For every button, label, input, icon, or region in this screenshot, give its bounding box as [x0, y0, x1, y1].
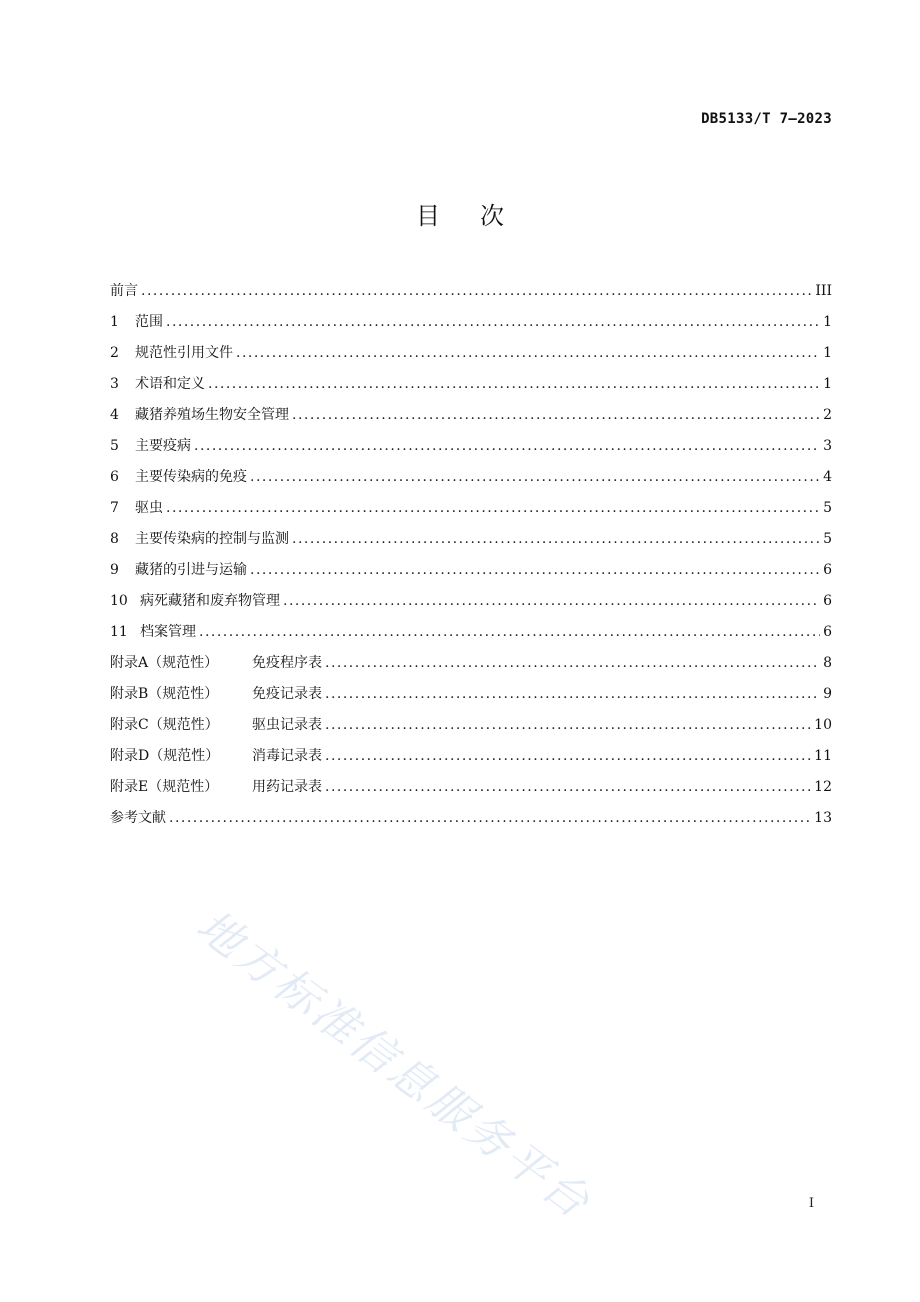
toc-entry-number: 8	[110, 531, 119, 547]
toc-leader-dots	[325, 648, 820, 679]
toc-leader-dots	[325, 679, 820, 710]
toc-entry-page: 5	[823, 500, 832, 516]
toc-leader-dots	[208, 369, 820, 400]
table-of-contents	[110, 276, 832, 834]
toc-entry-page: 10	[814, 717, 832, 733]
toc-entry-label: 主要传染病的控制与监测	[135, 531, 289, 547]
toc-entry-annex-d[interactable]	[110, 741, 832, 772]
toc-entry-number: 附录E（规范性）	[110, 779, 219, 795]
toc-entry-number: 6	[110, 469, 119, 485]
toc-entry-label: 档案管理	[140, 624, 196, 640]
toc-entry-2[interactable]	[110, 338, 832, 369]
toc-entry-number: 2	[110, 345, 119, 361]
toc-entry-page: 6	[823, 624, 832, 640]
toc-entry-4[interactable]	[110, 400, 832, 431]
toc-entry-11[interactable]	[110, 617, 832, 648]
page-number: I	[808, 1196, 814, 1211]
toc-entry-annex-e[interactable]	[110, 772, 832, 803]
toc-entry-page: 4	[823, 469, 832, 485]
toc-entry-page: 8	[823, 655, 832, 671]
toc-leader-dots	[166, 307, 820, 338]
toc-entry-label: 规范性引用文件	[135, 345, 233, 361]
toc-entry-3[interactable]	[110, 369, 832, 400]
toc-leader-dots	[236, 338, 820, 369]
toc-entry-6[interactable]	[110, 462, 832, 493]
toc-entry-page: 12	[814, 779, 832, 795]
toc-entry-label: 用药记录表	[252, 779, 322, 795]
toc-entry-10[interactable]	[110, 586, 832, 617]
toc-entry-label: 驱虫	[135, 500, 163, 516]
toc-entry-7[interactable]	[110, 493, 832, 524]
toc-entry-8[interactable]	[110, 524, 832, 555]
toc-entry-label: 术语和定义	[135, 376, 205, 392]
toc-entry-page: 3	[823, 438, 832, 454]
toc-leader-dots	[292, 400, 820, 431]
toc-entry-page: 1	[823, 376, 832, 392]
page-title: 目次	[416, 202, 544, 230]
document-code: DB5133/T 7—2023	[701, 111, 832, 127]
toc-entry-label: 主要疫病	[135, 438, 191, 454]
toc-leader-dots	[325, 741, 811, 772]
toc-leader-dots	[199, 617, 820, 648]
toc-entry-number: 11	[110, 624, 128, 640]
toc-leader-dots	[250, 555, 820, 586]
toc-entry-label: 参考文献	[110, 810, 166, 826]
toc-entry-bibliography[interactable]	[110, 803, 832, 834]
watermark-text: 地方标准信息服务平台	[186, 900, 601, 1230]
toc-leader-dots	[141, 276, 812, 307]
toc-entry-number: 5	[110, 438, 119, 454]
toc-leader-dots	[166, 493, 820, 524]
toc-leader-dots	[292, 524, 820, 555]
toc-entry-label: 消毒记录表	[252, 748, 322, 764]
toc-entry-number: 附录A（规范性）	[110, 655, 219, 671]
toc-entry-page: 1	[823, 314, 832, 330]
toc-entry-page: 6	[823, 593, 832, 609]
toc-entry-annex-b[interactable]	[110, 679, 832, 710]
toc-entry-number: 9	[110, 562, 119, 578]
toc-entry-page: 13	[814, 810, 832, 826]
toc-entry-annex-c[interactable]	[110, 710, 832, 741]
toc-entry-number: 3	[110, 376, 119, 392]
toc-entry-label: 免疫程序表	[252, 655, 322, 671]
toc-entry-number: 7	[110, 500, 119, 516]
toc-entry-page: III	[815, 283, 832, 299]
toc-entry-label: 免疫记录表	[252, 686, 322, 702]
toc-leader-dots	[169, 803, 811, 834]
toc-entry-page: 2	[823, 407, 832, 423]
toc-entry-page: 1	[823, 345, 832, 361]
toc-entry-label: 藏猪的引进与运输	[135, 562, 247, 578]
toc-entry-label: 范围	[135, 314, 163, 330]
toc-entry-number: 10	[110, 593, 128, 609]
toc-leader-dots	[325, 710, 811, 741]
toc-entry-1[interactable]	[110, 307, 832, 338]
toc-entry-foreword[interactable]	[110, 276, 832, 307]
toc-entry-number: 附录B（规范性）	[110, 686, 219, 702]
toc-entry-label: 前言	[110, 283, 138, 299]
toc-entry-page: 5	[823, 531, 832, 547]
toc-entry-label: 藏猪养殖场生物安全管理	[135, 407, 289, 423]
toc-leader-dots	[325, 772, 811, 803]
toc-entry-number: 4	[110, 407, 119, 423]
toc-entry-page: 9	[823, 686, 832, 702]
toc-entry-page: 11	[814, 748, 832, 764]
toc-leader-dots	[194, 431, 820, 462]
toc-entry-label: 驱虫记录表	[252, 717, 322, 733]
toc-entry-label: 主要传染病的免疫	[135, 469, 247, 485]
toc-entry-9[interactable]	[110, 555, 832, 586]
toc-entry-annex-a[interactable]	[110, 648, 832, 679]
toc-leader-dots	[250, 462, 820, 493]
toc-entry-page: 6	[823, 562, 832, 578]
toc-entry-number: 附录D（规范性）	[110, 748, 220, 764]
toc-entry-label: 病死藏猪和废弃物管理	[140, 593, 280, 609]
toc-entry-number: 1	[110, 314, 119, 330]
toc-entry-number: 附录C（规范性）	[110, 717, 219, 733]
toc-leader-dots	[283, 586, 820, 617]
toc-entry-5[interactable]	[110, 431, 832, 462]
